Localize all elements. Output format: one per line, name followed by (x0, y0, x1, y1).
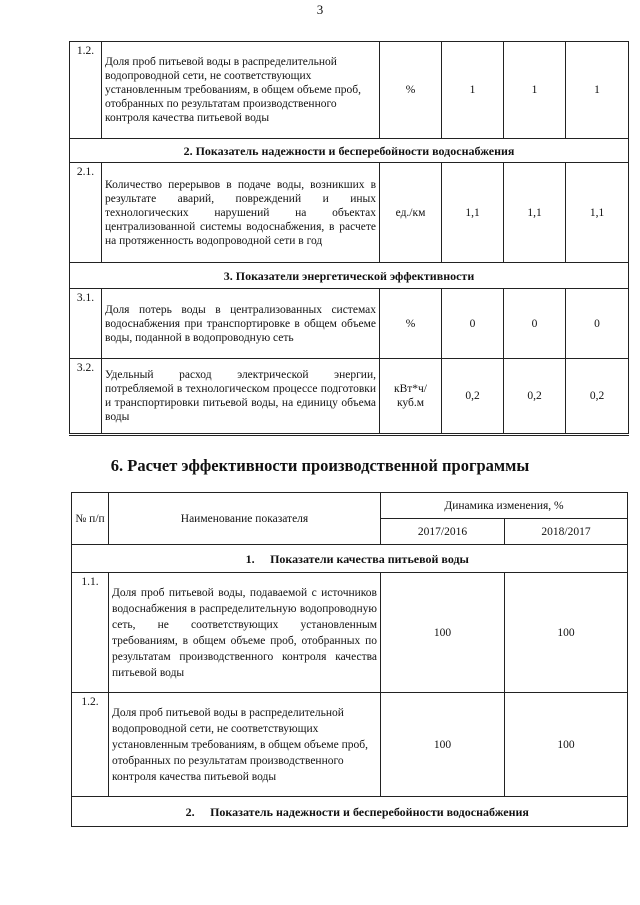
section-row (70, 139, 629, 163)
indicator-name: Доля потерь воды в централизованных системах водоснабжения при транспортировке в общем объеме воды, поданной в водопроводную сеть (102, 289, 380, 359)
header-row (72, 493, 628, 519)
page-number: 3 (316, 2, 324, 17)
header-period-1: 2017/2016 (381, 519, 505, 545)
header-dynamics: Динамика изменения, % (381, 493, 628, 519)
value-cell: 0,2 (566, 359, 629, 435)
indicator-name: Доля проб питьевой воды в распределительной водопроводной сети, не соответствующих установленным требованиям, в общем объеме проб, отобранных по результатам производственного контроля качества питьевой воды (109, 693, 381, 797)
value-cell: 0 (566, 289, 629, 359)
row-number: 1.1. (72, 573, 109, 693)
value-cell: 0 (504, 289, 566, 359)
unit-cell: ед./км (380, 163, 442, 263)
section-row (72, 545, 628, 573)
header-num: № п/п (72, 493, 109, 545)
table-row (72, 573, 628, 693)
row-number: 3.2. (70, 359, 102, 435)
unit-cell: кВт*ч/ куб.м (380, 359, 442, 435)
value-cell: 1,1 (566, 163, 629, 263)
section-title: 2. Показатель надежности и бесперебойности водоснабжения (70, 139, 629, 163)
section-label: Показатели качества питьевой воды (270, 551, 469, 566)
section-title: 3. Показатели энергетической эффективности (70, 263, 629, 289)
section-title (72, 545, 628, 573)
value-cell: 0 (442, 289, 504, 359)
value-cell: 1 (442, 42, 504, 139)
value-cell: 100 (381, 573, 505, 693)
row-number: 2.1. (70, 163, 102, 263)
efficiency-table (71, 492, 628, 827)
section-label: Показатель надежности и бесперебойности водоснабжения (210, 804, 529, 819)
header-period-2: 2018/2017 (505, 519, 628, 545)
indicator-name: Доля проб питьевой воды, подаваемой с источников водоснабжения в распределительную водопроводную сеть, не соответствующих установленным требованиям, в общем объеме проб, отобранных по результатам производственного контроля качества питьевой воды (109, 573, 381, 693)
indicator-name: Доля проб питьевой воды в распределительной водопроводной сети, не соответствующих установленным требованиям, в общем объеме проб, отобранных по результатам производственного контроля качества питьевой воды (102, 42, 380, 139)
section-row (72, 797, 628, 827)
row-number: 1.2. (72, 693, 109, 797)
value-cell: 100 (505, 573, 628, 693)
table-row (70, 163, 629, 263)
indicator-name: Удельный расход электрической энергии, потребляемой в технологическом процессе подготовки и транспортировки питьевой воды, на единицу объема воды (102, 359, 380, 435)
value-cell: 100 (505, 693, 628, 797)
section-number: 1. (245, 551, 255, 566)
section-title (72, 797, 628, 827)
table-row (70, 42, 629, 139)
section-row (70, 263, 629, 289)
unit-cell: % (380, 42, 442, 139)
value-cell: 1 (566, 42, 629, 139)
table-row (72, 693, 628, 797)
value-cell: 1 (504, 42, 566, 139)
section-number: 2. (185, 804, 195, 819)
value-cell: 1,1 (504, 163, 566, 263)
header-name: Наименование показателя (109, 493, 381, 545)
value-cell: 0,2 (442, 359, 504, 435)
section-6-heading: 6. Расчет эффективности производственной программы (110, 456, 530, 475)
row-number: 1.2. (70, 42, 102, 139)
value-cell: 0,2 (504, 359, 566, 435)
indicator-name: Количество перерывов в подаче воды, возникших в результате аварий, повреждений и иных технологических нарушений на объектах централизованной системы водоснабжения, в расчете на протяженность водопроводной сети в год (102, 163, 380, 263)
unit-cell: % (380, 289, 442, 359)
value-cell: 100 (381, 693, 505, 797)
indicators-table (69, 41, 629, 436)
table-row (70, 359, 629, 435)
row-number: 3.1. (70, 289, 102, 359)
table-row (70, 289, 629, 359)
value-cell: 1,1 (442, 163, 504, 263)
